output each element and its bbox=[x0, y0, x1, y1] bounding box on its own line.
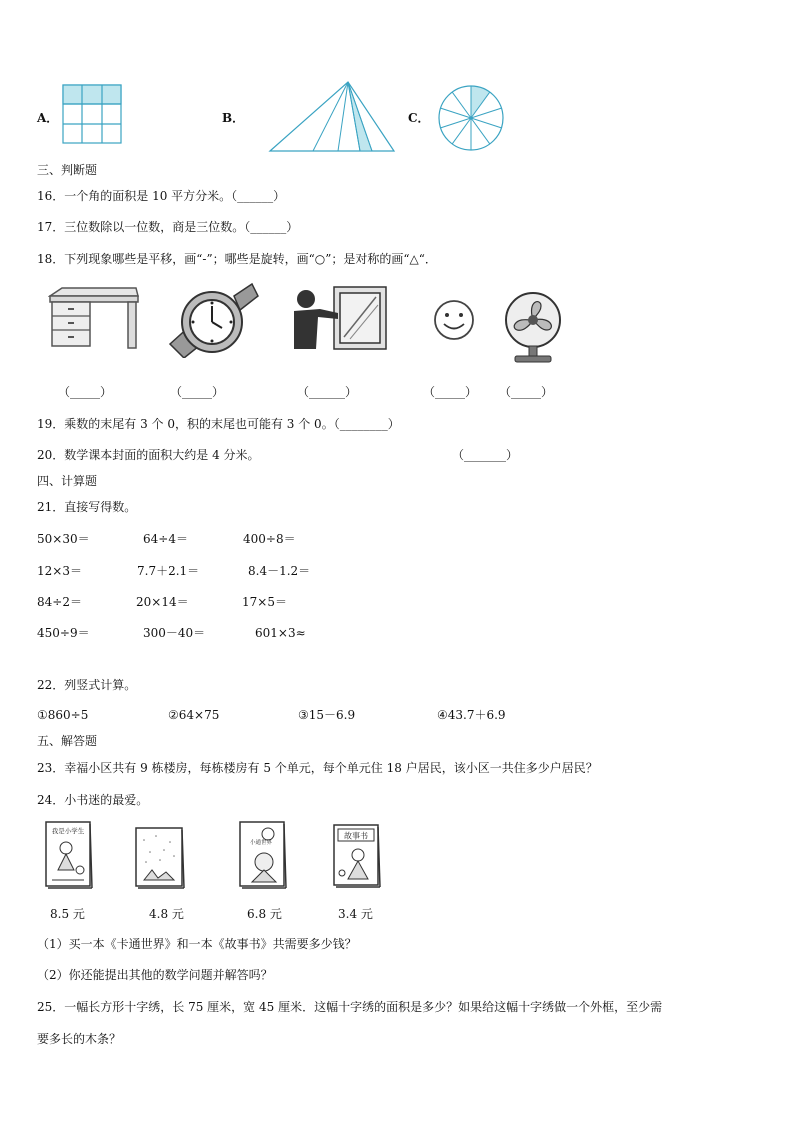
question-20: 20．数学课本封面的面积大约是 4 分米。 bbox=[37, 448, 260, 462]
question-22: 22．列竖式计算。 bbox=[37, 678, 137, 692]
smiley-icon bbox=[432, 298, 476, 342]
grid-figure bbox=[62, 84, 122, 144]
calc-item: 12×3＝ bbox=[37, 564, 82, 578]
book-title: 我是小学生 bbox=[51, 827, 85, 835]
question-24-sub-1: （1）买一本《卡通世界》和一本《故事书》共需要多少钱？ bbox=[37, 937, 357, 951]
circle-figure bbox=[437, 84, 505, 152]
option-c-label: C． bbox=[408, 111, 430, 125]
triangle-figure bbox=[268, 80, 396, 154]
question-23: 23．幸福小区共有 9 栋楼房，每栋楼房有 5 个单元，每个单元住 18 户居民，该小区一共住多少户居民？ bbox=[37, 761, 598, 775]
q18-blank-3[interactable]: （______） bbox=[297, 385, 358, 399]
calc-item: 300－40＝ bbox=[143, 626, 206, 640]
book-icon bbox=[134, 826, 186, 890]
question-19: 19．乘数的末尾有 3 个 0，积的末尾也可能有 3 个 0。（________） bbox=[37, 417, 400, 431]
vertical-calc-item: ①860÷5 bbox=[37, 708, 89, 722]
section-calc-heading: 四、计算题 bbox=[37, 474, 98, 488]
calc-item: 84÷2＝ bbox=[37, 595, 82, 609]
watch-icon bbox=[164, 282, 260, 358]
desk-icon bbox=[48, 286, 140, 350]
calc-item: 601×3≈ bbox=[255, 626, 306, 640]
question-18: 18．下列现象哪些是平移，画“-”；哪些是旋转，画“○”；是对称的画“△“． bbox=[37, 252, 437, 266]
calc-item: 20×14＝ bbox=[136, 595, 189, 609]
calc-item: 400÷8＝ bbox=[243, 532, 296, 546]
section-solve-heading: 五、解答题 bbox=[37, 734, 98, 748]
price-label: 8.5 元 bbox=[50, 907, 85, 921]
calc-item: 17×5＝ bbox=[242, 595, 287, 609]
q20-blank[interactable]: （_______） bbox=[452, 448, 519, 462]
calc-item: 8.4－1.2＝ bbox=[248, 564, 311, 578]
option-a-label: A． bbox=[37, 111, 59, 125]
question-16: 16．一个角的面积是 10 平方分米。（______） bbox=[37, 189, 286, 203]
vertical-calc-item: ②64×75 bbox=[168, 708, 220, 722]
book-icon bbox=[332, 823, 382, 889]
section-judge-heading: 三、判断题 bbox=[37, 163, 98, 177]
window-person-icon bbox=[280, 285, 388, 351]
question-24-sub-2: （2）你还能提出其他的数学问题并解答吗？ bbox=[37, 968, 273, 982]
book-title: 故事书 bbox=[344, 831, 368, 841]
vertical-calc-item: ④43.7＋6.9 bbox=[437, 708, 506, 722]
q18-blank-2[interactable]: （_____） bbox=[170, 385, 225, 399]
question-21: 21．直接写得数。 bbox=[37, 500, 137, 514]
book-icon bbox=[238, 820, 288, 890]
calc-item: 64÷4＝ bbox=[143, 532, 188, 546]
question-17: 17．三位数除以一位数，商是三位数。（______） bbox=[37, 220, 299, 234]
price-label: 3.4 元 bbox=[338, 907, 373, 921]
book-icon bbox=[44, 820, 94, 890]
price-label: 6.8 元 bbox=[247, 907, 282, 921]
option-b-label: B． bbox=[222, 111, 245, 125]
question-25-line-2: 要多长的木条？ bbox=[37, 1032, 122, 1046]
calc-item: 7.7＋2.1＝ bbox=[137, 564, 200, 578]
q18-blank-1[interactable]: （_____） bbox=[58, 385, 113, 399]
question-24: 24．小书迷的最爱。 bbox=[37, 793, 149, 807]
q18-blank-5[interactable]: （_____） bbox=[499, 385, 554, 399]
price-label: 4.8 元 bbox=[149, 907, 184, 921]
fan-icon bbox=[501, 290, 565, 364]
calc-item: 450÷9＝ bbox=[37, 626, 90, 640]
q18-blank-4[interactable]: （_____） bbox=[423, 385, 478, 399]
question-25-line-1: 25．一幅长方形十字绣，长 75 厘米，宽 45 厘米．这幅十字绣的面积是多少？如果给这幅十字绣做一个外框，至少需 bbox=[37, 1000, 663, 1014]
calc-item: 50×30＝ bbox=[37, 532, 90, 546]
vertical-calc-item: ③15－6.9 bbox=[298, 708, 356, 722]
book-title: 小通世界 bbox=[250, 840, 273, 846]
